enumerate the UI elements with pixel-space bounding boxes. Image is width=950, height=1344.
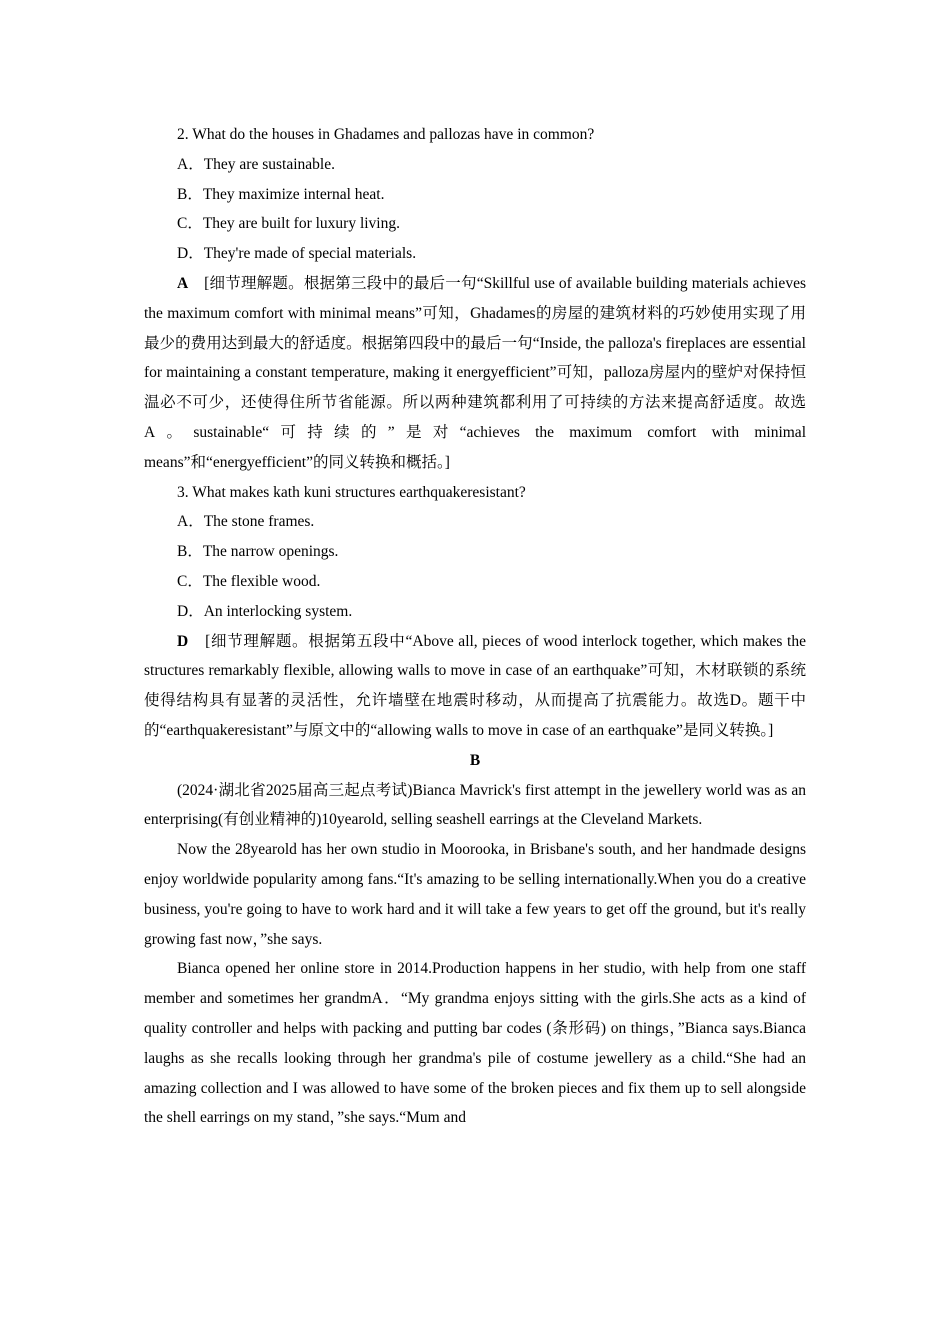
section-b-heading: B	[469, 751, 481, 769]
question-2: 2. What do the houses in Ghadames and pallozas have in common?	[177, 126, 595, 143]
question-3-option-b: B．The narrow openings.	[177, 543, 339, 561]
section-b-paragraph-2: Now the 28yearold has her own studio in Moorooka, in Brisbane's south, and her handmade designs enjoy worldwide popularity among fans.“It's amazing to be selling internationally.When you do a creative business, you're going to have to work hard and it will take a few years to get off the ground, but it's really growing fast now，”she says.	[144, 841, 806, 948]
question-3-explanation: [细节理解题。根据第五段中“Above all, pieces of wood interlock together, which makes the structures remarkably flexible, allowing walls to move in case of an earthquake”可知，木材联锁的系统使得结构具有显著的灵活性，允许墙壁在地震时移动，从而提高了抗震能力。故选D。题干中的“earthquakeresistant”与原文中的“allowing walls to move in case of an earthquake”是同义转换。]	[144, 632, 806, 739]
question-2-explanation: [细节理解题。根据第三段中的最后一句“Skillful use of available building materials achieves the maximum comfort with minimal means”可知，Ghadames的房屋的建筑材料的巧妙使用实现了用最少的费用达到最大的舒适度。根据第四段中的最后一句“Inside, the palloza's fireplaces are essential for maintaining a constant temperature, making it energyefficient”可知，palloza房屋内的壁炉对保持恒温必不可少，还使得住所节省能源。所以两种建筑都利用了可持续的方法来提高舒适度。故选A。sustainable“可持续的”是对“achieves the maximum comfort with minimal means”和“energyefficient”的同义转换和概括。]	[144, 274, 806, 471]
section-b-paragraph-1: (2024·湖北省2025届高三起点考试)Bianca Mavrick's first attempt in the jewellery world was as an enterprising(有创业精神的)10yearold, selling seashell earrings at the Cleveland Markets.	[144, 781, 806, 829]
question-2-answer-letter: A	[177, 274, 189, 292]
question-2-answer	[144, 269, 806, 478]
question-2-option-b: B．They maximize internal heat.	[177, 185, 385, 203]
question-3-option-a: A．The stone frames.	[177, 513, 315, 531]
question-3-option-d: D．An interlocking system.	[177, 602, 353, 620]
question-3: 3. What makes kath kuni structures earthquakeresistant?	[177, 483, 526, 501]
section-b-paragraph-3: Bianca opened her online store in 2014.Production happens in her studio, with help from one staff member and sometimes her grandmA．“My grandma enjoys sitting with the girls.She acts as a kind of quality controller and helps with packing and putting bar codes (条形码) on things，”Bianca says.Bianca laughs as she recalls looking through her grandma's pile of costume jewellery as a child.“She had an amazing collection and I was allowed to have some of the broken pieces and fix them up to sell alongside the shell earrings on my stand，”she says.“Mum and	[144, 960, 806, 1127]
question-2-option-d: D．They're made of special materials.	[177, 245, 417, 263]
question-3-option-c: C．The flexible wood.	[177, 572, 321, 590]
document-page	[144, 120, 806, 1133]
question-2-option-c: C．They are built for luxury living.	[177, 215, 400, 233]
question-2-option-a: A．They are sustainable.	[177, 155, 335, 173]
question-3-answer	[144, 627, 806, 746]
question-3-answer-letter: D	[177, 632, 189, 650]
